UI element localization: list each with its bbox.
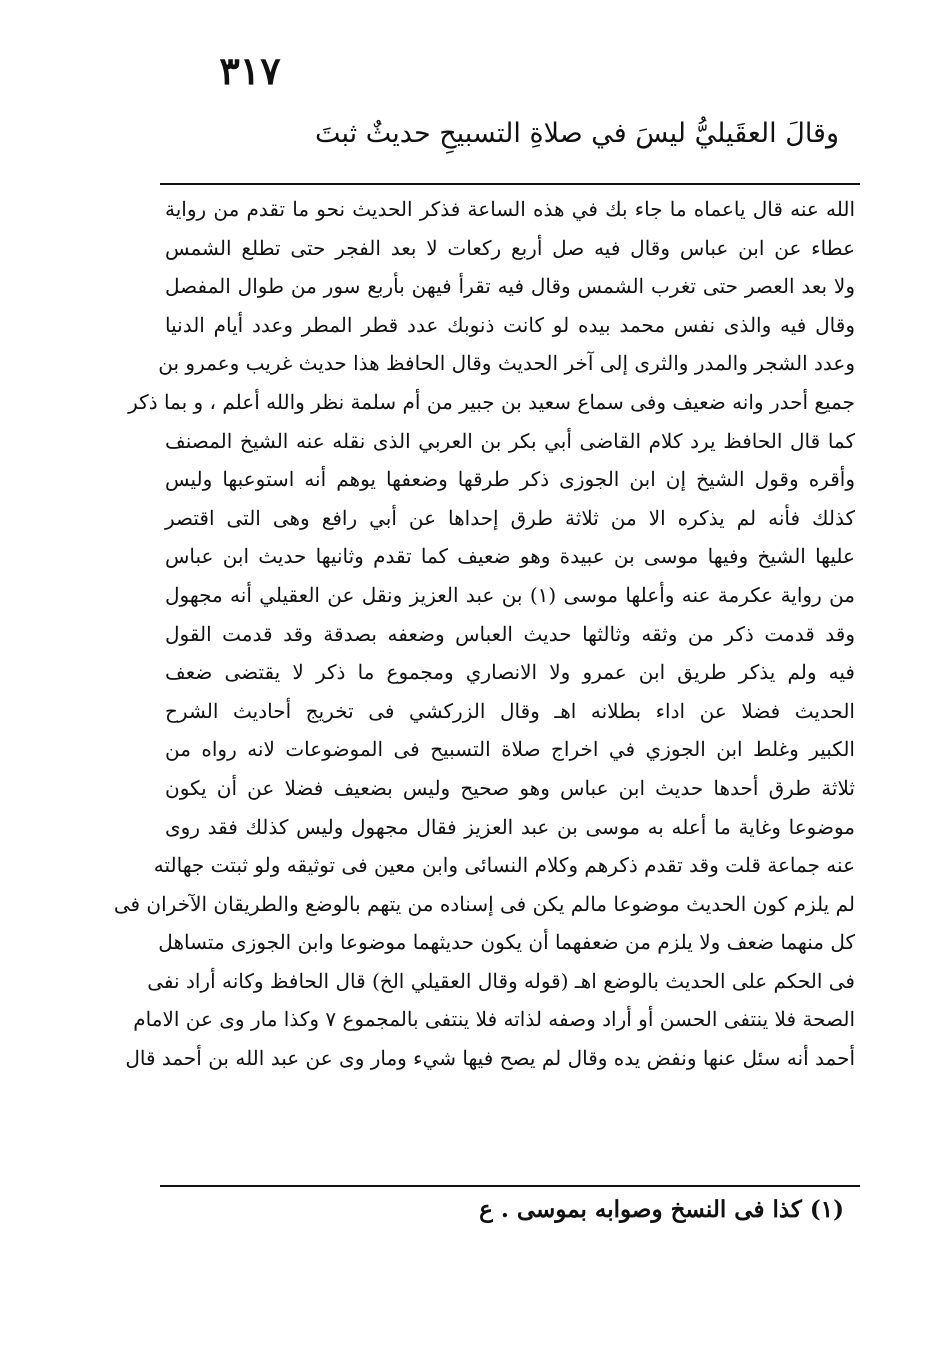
text-line: وقد قدمت ذكر من وثقه وثالثها حديث العباس وضعفه بصدقة وقد قدمت القول	[165, 621, 855, 646]
text-line: جميع أحدر وانه ضعيف وفى سماع سعيد بن جبير من أم سلمة نظر والله أعلم ، و بما ذكر	[128, 389, 855, 414]
text-line: الله عنه قال ياعماه ما جاء بك في هذه الساعة فذكر الحديث نحو ما تقدم من رواية	[165, 197, 855, 221]
text-line: كذلك فأنه لم يذكره الا من ثلاثة طرق إحداها عن أبي رافع وهى التى اقتصر	[165, 505, 855, 530]
top-divider	[160, 183, 860, 185]
body-text	[113, 190, 856, 1078]
page-heading: وقالَ العقَيليُّ ليسَ في صلاةِ التسبيحِ حديثٌ ثبتَ	[314, 118, 839, 149]
text-line: كما قال الحافظ يرد كلام القاضى أبي بكر بن العربي الذى نقله عنه الشيخ المصنف	[165, 428, 855, 453]
text-line: الكبير وغلط ابن الجوزي في اخراج صلاة التسبيح فى الموضوعات لانه رواه من	[165, 737, 855, 762]
text-line: فيه ولم يذكر طريق ابن عمرو ولا الانصاري ومجموع ما ذكر لا يقتضى ضعف	[165, 660, 855, 685]
text-line: موضوعا وغاية ما أعله به موسى بن عبد العزيز فقال مجهول وليس كذلك فقد روى	[165, 814, 855, 839]
text-line: لم يلزم كون الحديث موضوعا مالم يكن فى إسناده من يتهم بالوضع والطريقان الآخران فى	[113, 891, 855, 916]
page-number: ٣١٧	[219, 48, 281, 93]
text-line: وعدد الشجر والمدر والثرى إلى آخر الحديث وقال الحافظ هذا حديث غريب وعمرو بن	[158, 351, 855, 376]
footnote-divider	[160, 1185, 860, 1187]
text-line: الحديث فضلا عن اداء بطلانه اهـ وقال الزركشي فى تخريج أحاديث الشرح	[165, 698, 855, 723]
text-line: عليها الشيخ وفيها موسى بن عبيدة وهو ضعيف كما تقدم وثانيها حديث ابن عباس	[165, 544, 855, 569]
text-line: من رواية عكرمة عنه وأعلها موسى (١) بن عبد العزيز ونقل عن العقيلي أنه مجهول	[165, 582, 856, 607]
text-line: عطاء عن ابن عباس وقال فيه صل أربع ركعات لا بعد الفجر حتى تطلع الشمس	[165, 235, 855, 260]
text-line: أحمد أنه سئل عنها ونفض يده وقال لم يصح فيها شيء ومار وى عن عبد الله بن أحمد قال	[125, 1046, 855, 1071]
text-line: ثلاثة طرق أحدها حديث ابن عباس وهو صحيح وليس بضعيف فضلا عن أن يكون	[165, 775, 855, 800]
text-line: ولا بعد العصر حتى تغرب الشمس وقال فيه تقرأ فيهن بأربع سور من طوال المفصل	[165, 274, 855, 299]
footnote: (١) كذا فى النسخ وصوابه بموسى . ع	[479, 1196, 844, 1223]
text-line: فى الحكم على الحديث بالوضع اهـ (قوله وقال العقيلي الخ) قال الحافظ وكانه أراد نفى	[147, 968, 855, 993]
text-line: وأقره وقول الشيخ إن ابن الجوزى ذكر طرقها وضعفها يوهم أنه استوعبها وليس	[165, 467, 855, 492]
text-line: كل منهما ضعف ولا يلزم من ضعفهما أن يكون حديثهما موضوعا وابن الجوزى متساهل	[158, 930, 855, 955]
text-line: الصحة فلا ينتفى الحسن أو أراد وصفه لذاته فلا ينتفى بالمجموع ٧ وكذا مار وى عن الامام	[133, 1007, 855, 1032]
text-line: عنه جماعة قلت وقد تقدم ذكرهم وكلام النسائى وابن معين فى توثيقه ولو ثبتت جهالته	[153, 853, 855, 878]
text-line: وقال فيه والذى نفس محمد بيده لو كانت ذنوبك عدد قطر المطر وعدد أيام الدنيا	[165, 312, 855, 337]
